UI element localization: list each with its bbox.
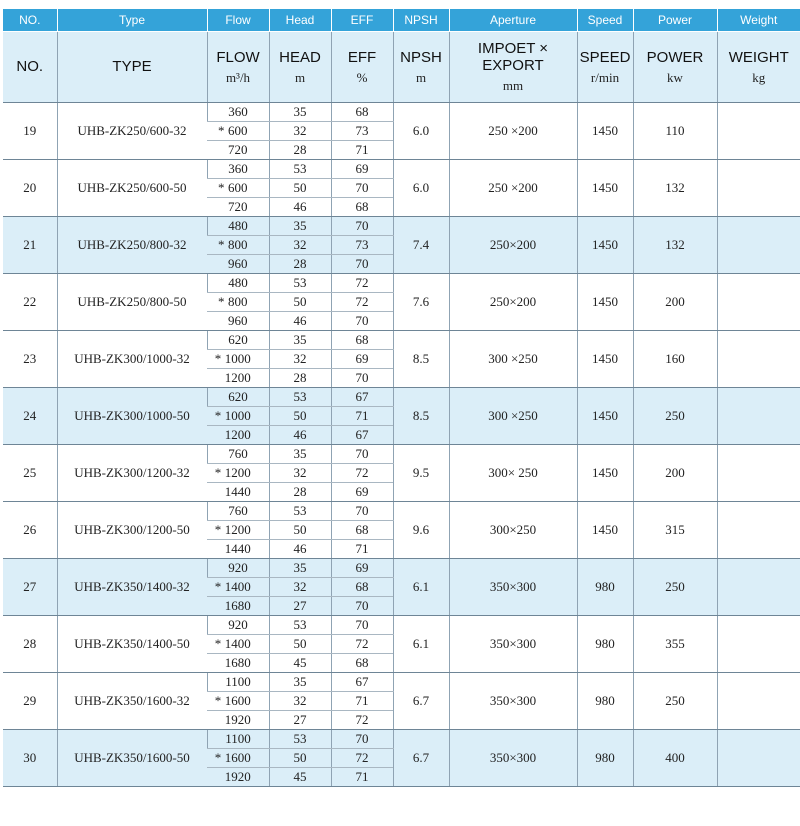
header-eff xyxy=(331,32,393,103)
rated-point-mark: * xyxy=(214,351,222,366)
flow-value: 360 xyxy=(228,104,248,119)
header-aperture-unit: mm xyxy=(502,78,524,93)
header-top-weight: Weight xyxy=(717,9,800,32)
cell-weight xyxy=(717,730,800,787)
flow-value: 1200 xyxy=(224,370,251,385)
cell-flow xyxy=(207,407,269,426)
header-npsh-label: NPSH xyxy=(400,48,442,66)
header-row-top xyxy=(3,9,800,32)
header-eff-label: EFF xyxy=(347,48,377,66)
cell-flow xyxy=(207,369,269,388)
cell-flow xyxy=(207,483,269,502)
rated-point-mark: * xyxy=(218,294,225,309)
header-head-label: HEAD xyxy=(279,48,321,66)
cell-flow xyxy=(207,179,269,198)
cell-eff: 68 xyxy=(331,198,393,217)
cell-head: 35 xyxy=(269,331,331,350)
cell-head: 50 xyxy=(269,407,331,426)
cell-weight xyxy=(717,103,800,160)
header-head xyxy=(269,32,331,103)
cell-flow xyxy=(207,521,269,540)
header-top-power: Power xyxy=(633,9,717,32)
cell-no: 30 xyxy=(3,730,57,787)
rated-point-mark: * xyxy=(214,750,222,765)
cell-head: 32 xyxy=(269,236,331,255)
cell-power: 132 xyxy=(633,217,717,274)
cell-head: 46 xyxy=(269,312,331,331)
cell-aperture: 350×300 xyxy=(449,559,577,616)
cell-power: 250 xyxy=(633,673,717,730)
cell-flow xyxy=(207,597,269,616)
cell-aperture: 250×200 xyxy=(449,217,577,274)
table-row xyxy=(3,616,800,635)
flow-value: 360 xyxy=(228,161,248,176)
cell-head: 53 xyxy=(269,730,331,749)
cell-eff: 67 xyxy=(331,426,393,445)
cell-flow xyxy=(207,293,269,312)
cell-type: UHB-ZK350/1600-32 xyxy=(57,673,207,730)
cell-flow xyxy=(207,692,269,711)
cell-head: 50 xyxy=(269,179,331,198)
cell-head: 28 xyxy=(269,369,331,388)
cell-flow xyxy=(207,141,269,160)
cell-flow xyxy=(207,635,269,654)
cell-no: 29 xyxy=(3,673,57,730)
cell-flow xyxy=(207,616,269,635)
header-flow-label: FLOW xyxy=(216,48,260,66)
header-no xyxy=(3,32,57,103)
cell-power: 160 xyxy=(633,331,717,388)
cell-eff: 70 xyxy=(331,255,393,274)
cell-flow xyxy=(207,673,269,692)
cell-flow xyxy=(207,312,269,331)
cell-speed: 1450 xyxy=(577,388,633,445)
cell-eff: 68 xyxy=(331,521,393,540)
cell-weight xyxy=(717,274,800,331)
cell-eff: 69 xyxy=(331,559,393,578)
cell-type: UHB-ZK350/1400-50 xyxy=(57,616,207,673)
cell-speed: 1450 xyxy=(577,103,633,160)
cell-flow xyxy=(207,445,269,464)
header-top-npsh: NPSH xyxy=(393,9,449,32)
cell-type: UHB-ZK300/1200-32 xyxy=(57,445,207,502)
flow-value: 1440 xyxy=(224,541,251,556)
cell-eff: 72 xyxy=(331,274,393,293)
cell-head: 50 xyxy=(269,521,331,540)
table-row xyxy=(3,445,800,464)
header-head-unit: m xyxy=(294,69,306,85)
flow-value: 1600 xyxy=(224,750,251,765)
header-top-eff: EFF xyxy=(331,9,393,32)
cell-weight xyxy=(717,388,800,445)
header-power xyxy=(633,32,717,103)
cell-eff: 71 xyxy=(331,768,393,787)
cell-speed: 1450 xyxy=(577,331,633,388)
cell-npsh: 6.0 xyxy=(393,160,449,217)
flow-value: 1200 xyxy=(224,522,251,537)
cell-head: 53 xyxy=(269,274,331,293)
rated-point-mark: * xyxy=(218,237,225,252)
cell-speed: 1450 xyxy=(577,274,633,331)
cell-head: 35 xyxy=(269,445,331,464)
flow-value: 1920 xyxy=(224,712,251,727)
flow-value: 960 xyxy=(228,256,248,271)
cell-speed: 1450 xyxy=(577,502,633,559)
flow-value: 920 xyxy=(228,560,248,575)
cell-flow xyxy=(207,464,269,483)
cell-type: UHB-ZK350/1600-50 xyxy=(57,730,207,787)
cell-head: 32 xyxy=(269,578,331,597)
cell-head: 53 xyxy=(269,388,331,407)
cell-eff: 70 xyxy=(331,597,393,616)
cell-speed: 1450 xyxy=(577,217,633,274)
flow-value: 760 xyxy=(228,503,248,518)
cell-eff: 68 xyxy=(331,103,393,122)
cell-flow xyxy=(207,255,269,274)
cell-aperture: 250 ×200 xyxy=(449,160,577,217)
flow-value: 1000 xyxy=(224,351,251,366)
cell-flow xyxy=(207,711,269,730)
table-body xyxy=(3,103,800,787)
flow-value: 1680 xyxy=(224,598,251,613)
cell-eff: 68 xyxy=(331,578,393,597)
flow-value: 480 xyxy=(228,218,248,233)
cell-weight xyxy=(717,331,800,388)
cell-eff: 71 xyxy=(331,141,393,160)
cell-type: UHB-ZK250/800-32 xyxy=(57,217,207,274)
cell-no: 28 xyxy=(3,616,57,673)
cell-flow xyxy=(207,160,269,179)
cell-aperture: 300 ×250 xyxy=(449,388,577,445)
header-no-label: NO. xyxy=(16,58,44,75)
cell-head: 50 xyxy=(269,635,331,654)
cell-flow xyxy=(207,350,269,369)
rated-point-mark: * xyxy=(218,123,225,138)
cell-head: 32 xyxy=(269,350,331,369)
cell-no: 19 xyxy=(3,103,57,160)
cell-eff: 68 xyxy=(331,331,393,350)
cell-aperture: 250 ×200 xyxy=(449,103,577,160)
cell-power: 200 xyxy=(633,445,717,502)
cell-head: 50 xyxy=(269,749,331,768)
header-top-aperture: Aperture xyxy=(449,9,577,32)
cell-eff: 70 xyxy=(331,217,393,236)
cell-weight xyxy=(717,160,800,217)
flow-value: 1920 xyxy=(224,769,251,784)
cell-head: 27 xyxy=(269,711,331,730)
table-row xyxy=(3,559,800,578)
header-aperture-label: IMPOET × EXPORT xyxy=(477,40,549,74)
cell-speed: 980 xyxy=(577,616,633,673)
header-aperture xyxy=(449,32,577,103)
flow-value: 1000 xyxy=(224,408,251,423)
header-weight xyxy=(717,32,800,103)
flow-value: 1200 xyxy=(224,465,251,480)
cell-eff: 70 xyxy=(331,730,393,749)
cell-flow xyxy=(207,122,269,141)
cell-flow xyxy=(207,654,269,673)
rated-point-mark: * xyxy=(214,636,222,651)
cell-npsh: 6.1 xyxy=(393,616,449,673)
cell-head: 32 xyxy=(269,122,331,141)
header-type xyxy=(57,32,207,103)
flow-value: 960 xyxy=(228,313,248,328)
flow-value: 800 xyxy=(228,237,248,252)
cell-eff: 69 xyxy=(331,160,393,179)
cell-aperture: 350×300 xyxy=(449,730,577,787)
cell-power: 315 xyxy=(633,502,717,559)
cell-eff: 73 xyxy=(331,122,393,141)
cell-aperture: 300 ×250 xyxy=(449,331,577,388)
flow-value: 1680 xyxy=(224,655,251,670)
header-speed xyxy=(577,32,633,103)
table-row xyxy=(3,274,800,293)
cell-eff: 70 xyxy=(331,369,393,388)
flow-value: 1400 xyxy=(224,579,251,594)
flow-value: 620 xyxy=(228,389,248,404)
cell-head: 32 xyxy=(269,692,331,711)
cell-flow xyxy=(207,502,269,521)
cell-type: UHB-ZK300/1000-32 xyxy=(57,331,207,388)
table-row xyxy=(3,388,800,407)
cell-head: 28 xyxy=(269,255,331,274)
cell-eff: 73 xyxy=(331,236,393,255)
cell-flow xyxy=(207,274,269,293)
cell-flow xyxy=(207,730,269,749)
cell-npsh: 8.5 xyxy=(393,331,449,388)
cell-aperture: 300× 250 xyxy=(449,445,577,502)
cell-npsh: 7.4 xyxy=(393,217,449,274)
flow-value: 760 xyxy=(228,446,248,461)
table-row xyxy=(3,730,800,749)
table-row xyxy=(3,673,800,692)
header-npsh-unit: m xyxy=(415,69,427,85)
cell-eff: 70 xyxy=(331,445,393,464)
cell-npsh: 7.6 xyxy=(393,274,449,331)
header-top-type: Type xyxy=(57,9,207,32)
cell-eff: 70 xyxy=(331,179,393,198)
cell-weight xyxy=(717,445,800,502)
table-row xyxy=(3,502,800,521)
cell-head: 28 xyxy=(269,141,331,160)
flow-value: 720 xyxy=(228,142,248,157)
flow-value: 1200 xyxy=(224,427,251,442)
flow-value: 480 xyxy=(228,275,248,290)
table-row xyxy=(3,331,800,350)
flow-value: 800 xyxy=(228,294,248,309)
cell-no: 23 xyxy=(3,331,57,388)
header-power-unit: kw xyxy=(667,69,683,85)
cell-head: 28 xyxy=(269,483,331,502)
cell-speed: 980 xyxy=(577,673,633,730)
header-speed-unit: r/min xyxy=(590,69,620,85)
cell-head: 46 xyxy=(269,426,331,445)
cell-weight xyxy=(717,616,800,673)
cell-eff: 71 xyxy=(331,540,393,559)
cell-head: 35 xyxy=(269,217,331,236)
cell-flow xyxy=(207,768,269,787)
cell-power: 200 xyxy=(633,274,717,331)
cell-head: 45 xyxy=(269,768,331,787)
cell-flow xyxy=(207,388,269,407)
cell-no: 20 xyxy=(3,160,57,217)
cell-no: 24 xyxy=(3,388,57,445)
flow-value: 1100 xyxy=(225,674,251,689)
flow-value: 720 xyxy=(228,199,248,214)
cell-no: 21 xyxy=(3,217,57,274)
cell-type: UHB-ZK300/1000-50 xyxy=(57,388,207,445)
cell-flow xyxy=(207,559,269,578)
cell-eff: 70 xyxy=(331,312,393,331)
flow-value: 600 xyxy=(228,123,248,138)
cell-type: UHB-ZK250/600-50 xyxy=(57,160,207,217)
cell-flow xyxy=(207,198,269,217)
cell-npsh: 6.0 xyxy=(393,103,449,160)
cell-flow xyxy=(207,426,269,445)
cell-no: 26 xyxy=(3,502,57,559)
cell-type: UHB-ZK300/1200-50 xyxy=(57,502,207,559)
cell-weight xyxy=(717,673,800,730)
cell-head: 45 xyxy=(269,654,331,673)
cell-eff: 70 xyxy=(331,502,393,521)
cell-eff: 72 xyxy=(331,635,393,654)
pump-spec-table xyxy=(3,9,800,787)
cell-npsh: 9.6 xyxy=(393,502,449,559)
cell-eff: 68 xyxy=(331,654,393,673)
flow-value: 920 xyxy=(228,617,248,632)
cell-aperture: 350×300 xyxy=(449,673,577,730)
cell-type: UHB-ZK250/800-50 xyxy=(57,274,207,331)
cell-speed: 980 xyxy=(577,559,633,616)
cell-head: 46 xyxy=(269,198,331,217)
header-top-head: Head xyxy=(269,9,331,32)
rated-point-mark: * xyxy=(218,180,225,195)
cell-power: 110 xyxy=(633,103,717,160)
cell-eff: 69 xyxy=(331,350,393,369)
cell-eff: 72 xyxy=(331,711,393,730)
cell-weight xyxy=(717,502,800,559)
rated-point-mark: * xyxy=(214,522,222,537)
cell-eff: 71 xyxy=(331,407,393,426)
cell-aperture: 350×300 xyxy=(449,616,577,673)
flow-value: 1400 xyxy=(224,636,251,651)
rated-point-mark: * xyxy=(214,693,222,708)
flow-value: 1100 xyxy=(225,731,251,746)
flow-value: 1600 xyxy=(224,693,251,708)
header-speed-label: SPEED xyxy=(579,48,631,66)
header-top-flow: Flow xyxy=(207,9,269,32)
cell-npsh: 6.1 xyxy=(393,559,449,616)
cell-flow xyxy=(207,749,269,768)
cell-eff: 70 xyxy=(331,616,393,635)
cell-eff: 69 xyxy=(331,483,393,502)
flow-value: 600 xyxy=(228,180,248,195)
cell-head: 50 xyxy=(269,293,331,312)
cell-flow xyxy=(207,217,269,236)
cell-speed: 980 xyxy=(577,730,633,787)
cell-head: 35 xyxy=(269,559,331,578)
flow-value: 620 xyxy=(228,332,248,347)
table-row xyxy=(3,103,800,122)
rated-point-mark: * xyxy=(214,465,222,480)
cell-power: 132 xyxy=(633,160,717,217)
cell-power: 400 xyxy=(633,730,717,787)
header-top-speed: Speed xyxy=(577,9,633,32)
cell-eff: 72 xyxy=(331,464,393,483)
table-row xyxy=(3,217,800,236)
cell-head: 27 xyxy=(269,597,331,616)
rated-point-mark: * xyxy=(214,579,222,594)
header-top-no: NO. xyxy=(3,9,57,32)
cell-flow xyxy=(207,236,269,255)
header-row-main xyxy=(3,32,800,103)
cell-weight xyxy=(717,559,800,616)
cell-head: 35 xyxy=(269,673,331,692)
cell-eff: 72 xyxy=(331,749,393,768)
cell-head: 53 xyxy=(269,160,331,179)
cell-aperture: 250×200 xyxy=(449,274,577,331)
cell-power: 250 xyxy=(633,559,717,616)
cell-speed: 1450 xyxy=(577,445,633,502)
cell-head: 46 xyxy=(269,540,331,559)
rated-point-mark: * xyxy=(214,408,222,423)
cell-head: 53 xyxy=(269,616,331,635)
cell-weight xyxy=(717,217,800,274)
cell-flow xyxy=(207,103,269,122)
cell-aperture: 300×250 xyxy=(449,502,577,559)
header-flow-unit: m³/h xyxy=(225,69,251,85)
cell-npsh: 9.5 xyxy=(393,445,449,502)
flow-value: 1440 xyxy=(224,484,251,499)
cell-no: 22 xyxy=(3,274,57,331)
cell-eff: 67 xyxy=(331,673,393,692)
cell-speed: 1450 xyxy=(577,160,633,217)
cell-power: 355 xyxy=(633,616,717,673)
header-weight-label: WEIGHT xyxy=(728,48,789,66)
cell-flow xyxy=(207,578,269,597)
cell-power: 250 xyxy=(633,388,717,445)
header-weight-unit: kg xyxy=(752,69,766,85)
cell-head: 53 xyxy=(269,502,331,521)
cell-npsh: 6.7 xyxy=(393,730,449,787)
table-row xyxy=(3,160,800,179)
cell-npsh: 8.5 xyxy=(393,388,449,445)
header-flow xyxy=(207,32,269,103)
header-power-label: POWER xyxy=(646,48,704,66)
cell-no: 25 xyxy=(3,445,57,502)
cell-eff: 72 xyxy=(331,293,393,312)
header-eff-unit: % xyxy=(356,69,368,85)
cell-flow xyxy=(207,540,269,559)
cell-type: UHB-ZK250/600-32 xyxy=(57,103,207,160)
cell-eff: 71 xyxy=(331,692,393,711)
cell-type: UHB-ZK350/1400-32 xyxy=(57,559,207,616)
cell-npsh: 6.7 xyxy=(393,673,449,730)
cell-head: 32 xyxy=(269,464,331,483)
header-type-label: TYPE xyxy=(112,58,152,75)
cell-no: 27 xyxy=(3,559,57,616)
cell-head: 35 xyxy=(269,103,331,122)
cell-flow xyxy=(207,331,269,350)
cell-eff: 67 xyxy=(331,388,393,407)
header-npsh xyxy=(393,32,449,103)
